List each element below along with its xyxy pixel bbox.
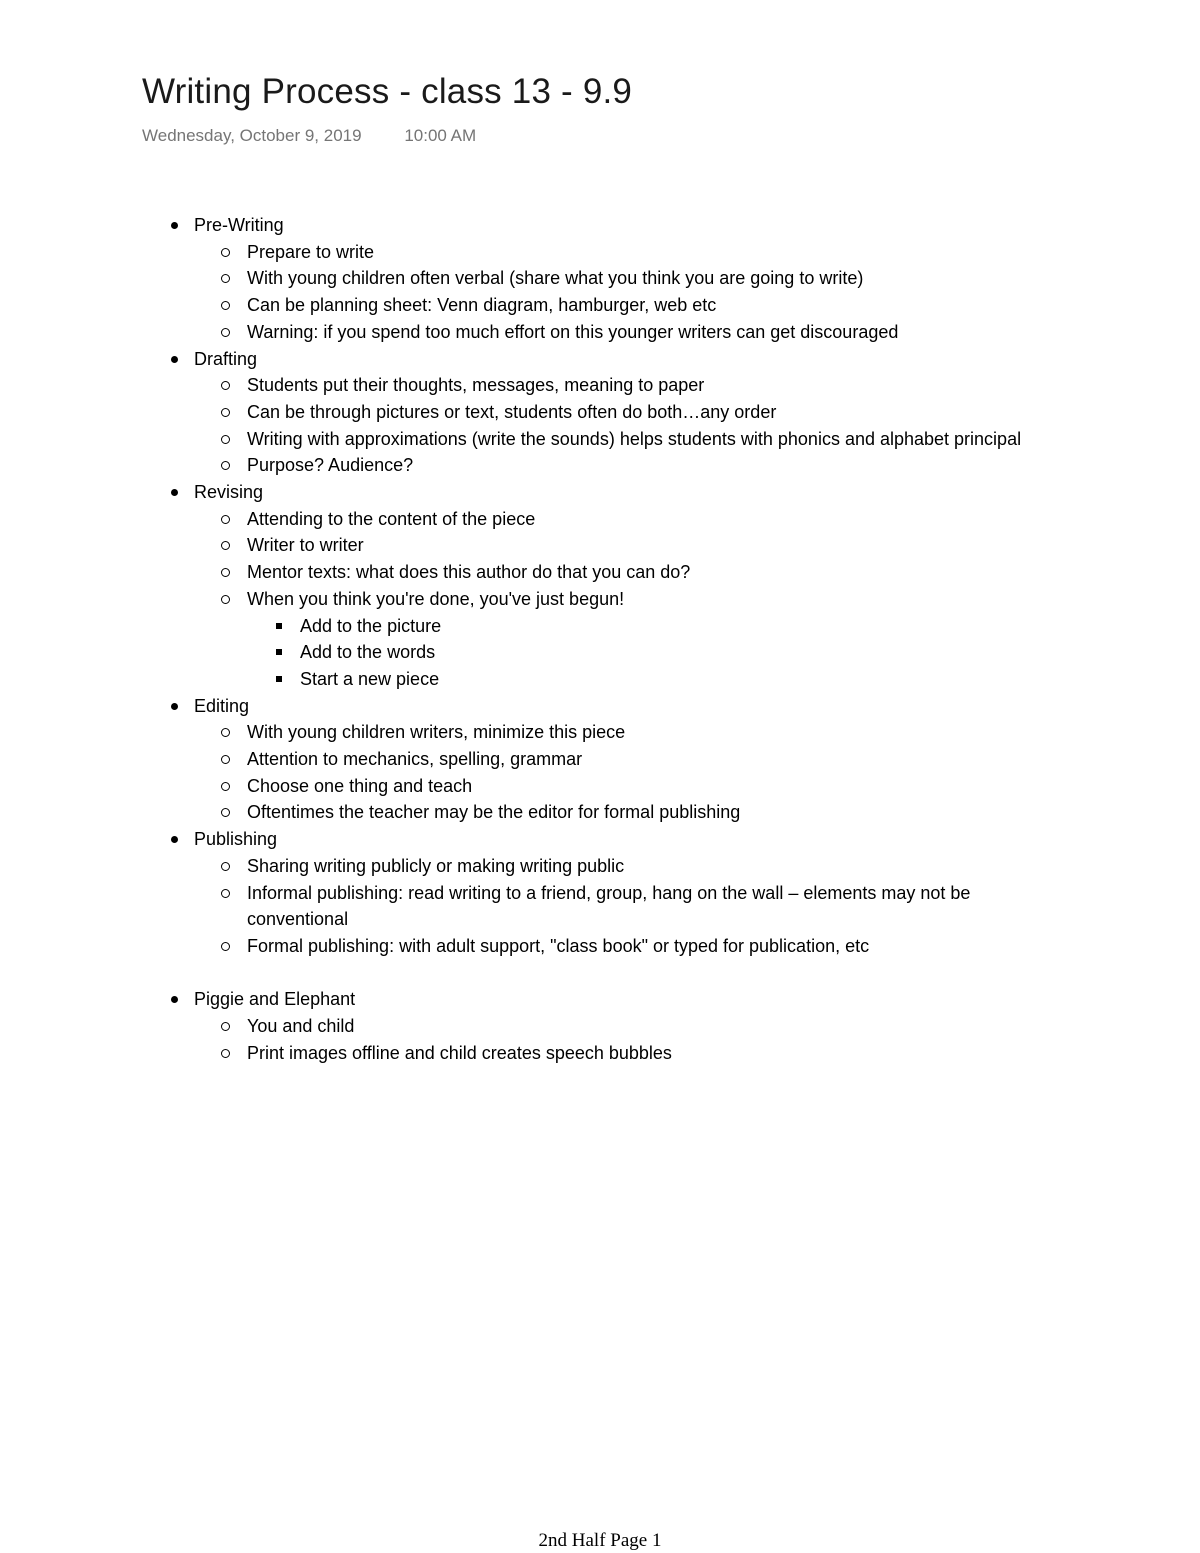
outline-item-editing — [168, 693, 1068, 720]
outline-subitem — [168, 586, 1068, 613]
hollow-circle-bullet-icon — [221, 808, 230, 817]
hollow-circle-bullet-icon — [221, 1022, 230, 1031]
outline-subitem-text: Informal publishing: read writing to a friend, group, hang on the wall – elements may not be conventional — [247, 882, 971, 930]
outline-subitem-text: Mentor texts: what does this author do that you can do? — [247, 562, 691, 583]
hollow-circle-bullet-icon — [221, 595, 230, 604]
outline-subitem-text: Writing with approximations (write the sounds) helps students with phonics and alphabet principal — [247, 428, 1022, 449]
hollow-circle-bullet-icon — [221, 461, 230, 470]
outline-subitem-text: Attention to mechanics, spelling, grammar — [247, 749, 583, 770]
outline-heading: Editing — [194, 695, 250, 716]
outline-item-drafting — [168, 346, 1068, 373]
filled-circle-bullet-icon — [171, 356, 178, 363]
filled-circle-bullet-icon — [171, 836, 178, 843]
outline-subitem — [168, 452, 1068, 479]
outline-subitem-text: Print images offline and child creates speech bubbles — [247, 1042, 672, 1063]
outline-subitem-text: Sharing writing publicly or making writing public — [247, 855, 625, 876]
outline-subitem-text: With young children writers, minimize this piece — [247, 722, 626, 743]
square-bullet-icon — [276, 623, 282, 629]
outline-subitem — [168, 239, 1068, 266]
hollow-circle-bullet-icon — [221, 274, 230, 283]
outline-subsubitem — [168, 639, 1068, 666]
hollow-circle-bullet-icon — [221, 728, 230, 737]
outline-subitem — [168, 933, 1068, 960]
hollow-circle-bullet-icon — [221, 328, 230, 337]
square-bullet-icon — [276, 676, 282, 682]
outline-heading: Drafting — [194, 348, 258, 369]
outline-subitem — [168, 372, 1068, 399]
hollow-circle-bullet-icon — [221, 248, 230, 257]
outline-item-revising — [168, 479, 1068, 506]
blank-line — [168, 960, 1068, 987]
outline-subsubitem-text: Start a new piece — [300, 668, 440, 689]
hollow-circle-bullet-icon — [221, 568, 230, 577]
hollow-circle-bullet-icon — [221, 435, 230, 444]
square-bullet-icon — [276, 649, 282, 655]
filled-circle-bullet-icon — [171, 222, 178, 229]
filled-circle-bullet-icon — [171, 996, 178, 1003]
hollow-circle-bullet-icon — [221, 889, 230, 898]
outline-subitem-text: Prepare to write — [247, 241, 375, 262]
outline-item-publishing — [168, 826, 1068, 853]
outline-subitem-text: Choose one thing and teach — [247, 775, 473, 796]
outline-subitem — [168, 399, 1068, 426]
hollow-circle-bullet-icon — [221, 755, 230, 764]
outline-subitem — [168, 292, 1068, 319]
hollow-circle-bullet-icon — [221, 862, 230, 871]
hollow-circle-bullet-icon — [221, 408, 230, 417]
outline-subitem — [168, 426, 1068, 453]
outline-subitem-text: When you think you're done, you've just begun! — [247, 588, 625, 609]
hollow-circle-bullet-icon — [221, 782, 230, 791]
hollow-circle-bullet-icon — [221, 381, 230, 390]
outline-subitem-text: You and child — [247, 1016, 355, 1037]
outline-heading: Revising — [194, 482, 264, 503]
outline-subitem — [168, 319, 1068, 346]
outline-item-piggie-and-elephant — [168, 986, 1068, 1013]
outline-subitem — [168, 506, 1068, 533]
outline-subitem — [168, 1040, 1068, 1067]
outline-subitem-text: Can be through pictures or text, students often do both…any order — [247, 401, 777, 422]
hollow-circle-bullet-icon — [221, 1049, 230, 1058]
outline-subitem-text: Warning: if you spend too much effort on this younger writers can get discouraged — [247, 321, 899, 342]
filled-circle-bullet-icon — [171, 703, 178, 710]
page-footer: 2nd Half Page 1 — [538, 1530, 662, 1551]
outline-subitem-text: Formal publishing: with adult support, "class book" or typed for publication, etc — [247, 935, 870, 956]
outline-heading: Pre-Writing — [194, 215, 284, 235]
outline-subitem-text: Oftentimes the teacher may be the editor for formal publishing — [247, 802, 741, 823]
hollow-circle-bullet-icon — [221, 515, 230, 524]
outline-subitem-text: With young children often verbal (share what you think you are going to write) — [247, 268, 864, 289]
outline-subitem — [168, 559, 1068, 586]
outline-subitem — [168, 719, 1068, 746]
outline-subitem — [168, 773, 1068, 800]
outline-item-pre-writing — [168, 212, 1068, 239]
page-meta — [142, 126, 476, 146]
outline-subsubitem — [168, 613, 1068, 640]
filled-circle-bullet-icon — [171, 489, 178, 496]
outline-heading: Publishing — [194, 829, 278, 850]
page-title: Writing Process - class 13 - 9.9 — [142, 72, 633, 111]
outline-subitem-text: Purpose? Audience? — [247, 455, 414, 476]
outline-subsubitem-text: Add to the picture — [300, 615, 442, 636]
outline-subitem — [168, 532, 1068, 559]
outline-subitem — [168, 746, 1068, 773]
page-date: Wednesday, October 9, 2019 — [142, 126, 362, 145]
hollow-circle-bullet-icon — [221, 942, 230, 951]
outline-subitem-text: Writer to writer — [247, 535, 364, 556]
outline-subitem — [168, 853, 1068, 880]
outline-subitem — [168, 799, 1068, 826]
hollow-circle-bullet-icon — [221, 301, 230, 310]
hollow-circle-bullet-icon — [221, 541, 230, 550]
outline-subitem — [168, 265, 1068, 292]
outline-subitem — [168, 1013, 1068, 1040]
outline-subitem-text: Can be planning sheet: Venn diagram, hamburger, web etc — [247, 295, 717, 316]
outline-subsubitem — [168, 666, 1068, 693]
outline-subsubitem-text: Add to the words — [300, 642, 436, 663]
notes-outline — [168, 212, 1068, 1066]
outline-subitem — [168, 880, 1068, 933]
outline-subitem-text: Students put their thoughts, messages, meaning to paper — [247, 375, 705, 396]
outline-subitem-text: Attending to the content of the piece — [247, 508, 536, 529]
outline-heading: Piggie and Elephant — [194, 989, 356, 1010]
page-time: 10:00 AM — [404, 126, 477, 145]
